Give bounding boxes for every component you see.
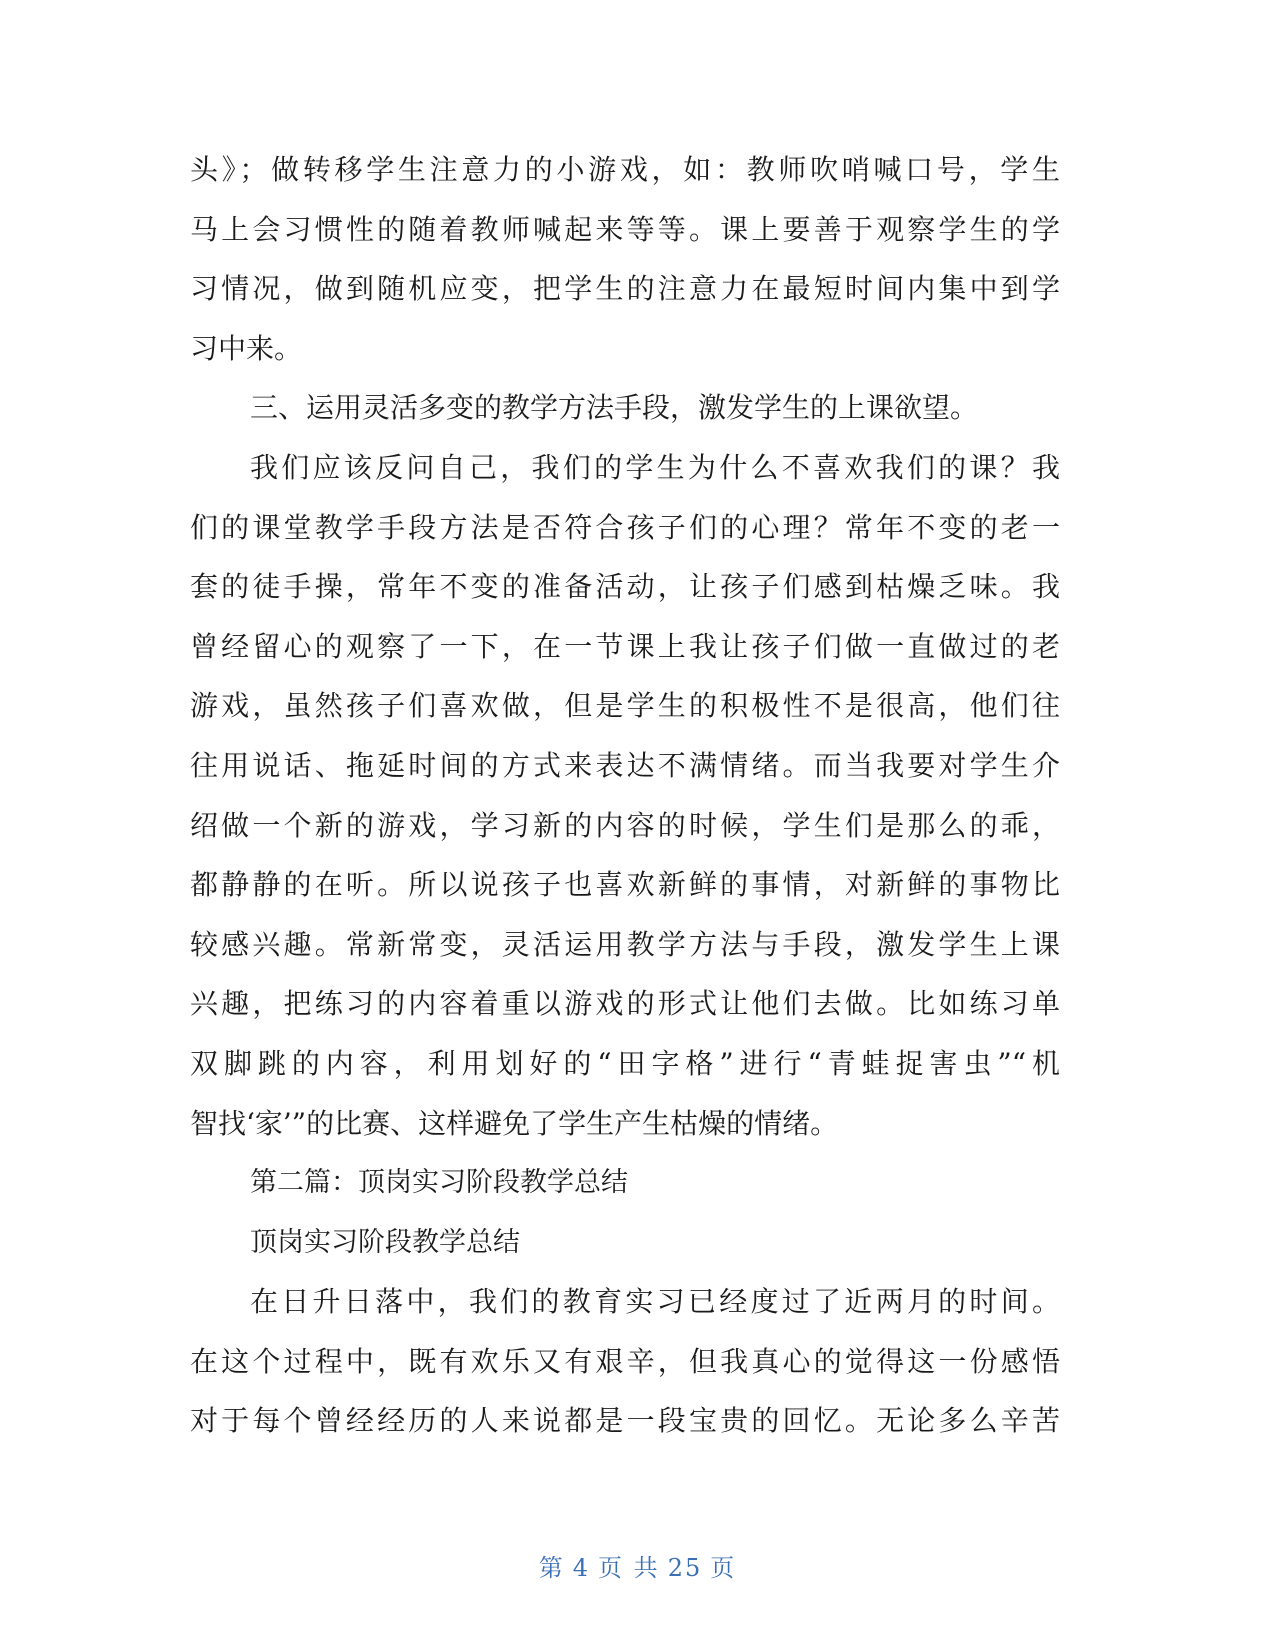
body-line: 头》；做转移学生注意力的小游戏，如：教师吹哨喊口号，学生 <box>190 153 1060 186</box>
body-line: 双脚跳的内容，利用划好的“田字格”进行“青蛙捉害虫”“机 <box>190 1046 1060 1080</box>
body-line: 兴趣，把练习的内容着重以游戏的形式让他们去做。比如练习单 <box>190 987 1060 1021</box>
section-heading: 三、运用灵活多变的教学方法手段，激发学生的上课欲望。 <box>250 391 979 425</box>
current-page-number: 4 <box>572 1554 591 1582</box>
total-pages-number: 25 <box>667 1554 703 1582</box>
body-line: 都静静的在听。所以说孩子也喜欢新鲜的事情，对新鲜的事物比 <box>190 868 1060 902</box>
body-line: 马上会习惯性的随着教师喊起来等等。课上要善于观察学生的学 <box>190 212 1060 246</box>
body-line: 在这个过程中，既有欢乐又有艰辛，但我真心的觉得这一份感悟 <box>190 1344 1060 1378</box>
body-line: 较感兴趣。常新常变，灵活运用教学方法与手段，激发学生上课 <box>190 927 1060 961</box>
page-footer <box>0 1548 1275 1583</box>
page-label-prefix: 第 <box>538 1554 565 1582</box>
body-line: 对于每个曾经经历的人来说都是一段宝贵的回忆。无论多么辛苦 <box>190 1404 1060 1438</box>
body-line: 绍做一个新的游戏，学习新的内容的时候，学生们是那么的乖， <box>190 808 1060 842</box>
body-line: 游戏，虽然孩子们喜欢做，但是学生的积极性不是很高，他们往 <box>190 689 1060 723</box>
body-line: 智找‘家’”的比赛、这样避免了学生产生枯燥的情绪。 <box>190 1106 839 1140</box>
body-line: 套的徒手操，常年不变的准备活动，让孩子们感到枯燥乏味。我 <box>190 570 1060 604</box>
paragraph-start-line: 在日升日落中，我们的教育实习已经度过了近两月的时间。 <box>250 1285 1060 1319</box>
page-label-mid: 页 共 <box>598 1554 660 1582</box>
body-line: 习情况，做到随机应变，把学生的注意力在最短时间内集中到学 <box>190 272 1060 306</box>
body-line: 们的课堂教学手段方法是否符合孩子们的心理？常年不变的老一 <box>190 510 1060 544</box>
chapter-title: 第二篇：顶岗实习阶段教学总结 <box>250 1167 628 1199</box>
paragraph-start-line: 我们应该反问自己，我们的学生为什么不喜欢我们的课？我 <box>250 450 1060 484</box>
page-label-suffix: 页 <box>710 1554 737 1582</box>
article-title: 顶岗实习阶段教学总结 <box>250 1226 520 1258</box>
body-line: 往用说话、拖延时间的方式来表达不满情绪。而当我要对学生介 <box>190 748 1060 782</box>
body-line: 习中来。 <box>190 331 303 365</box>
body-line: 曾经留心的观察了一下，在一节课上我让孩子们做一直做过的老 <box>190 629 1060 663</box>
document-body <box>190 140 1060 1451</box>
